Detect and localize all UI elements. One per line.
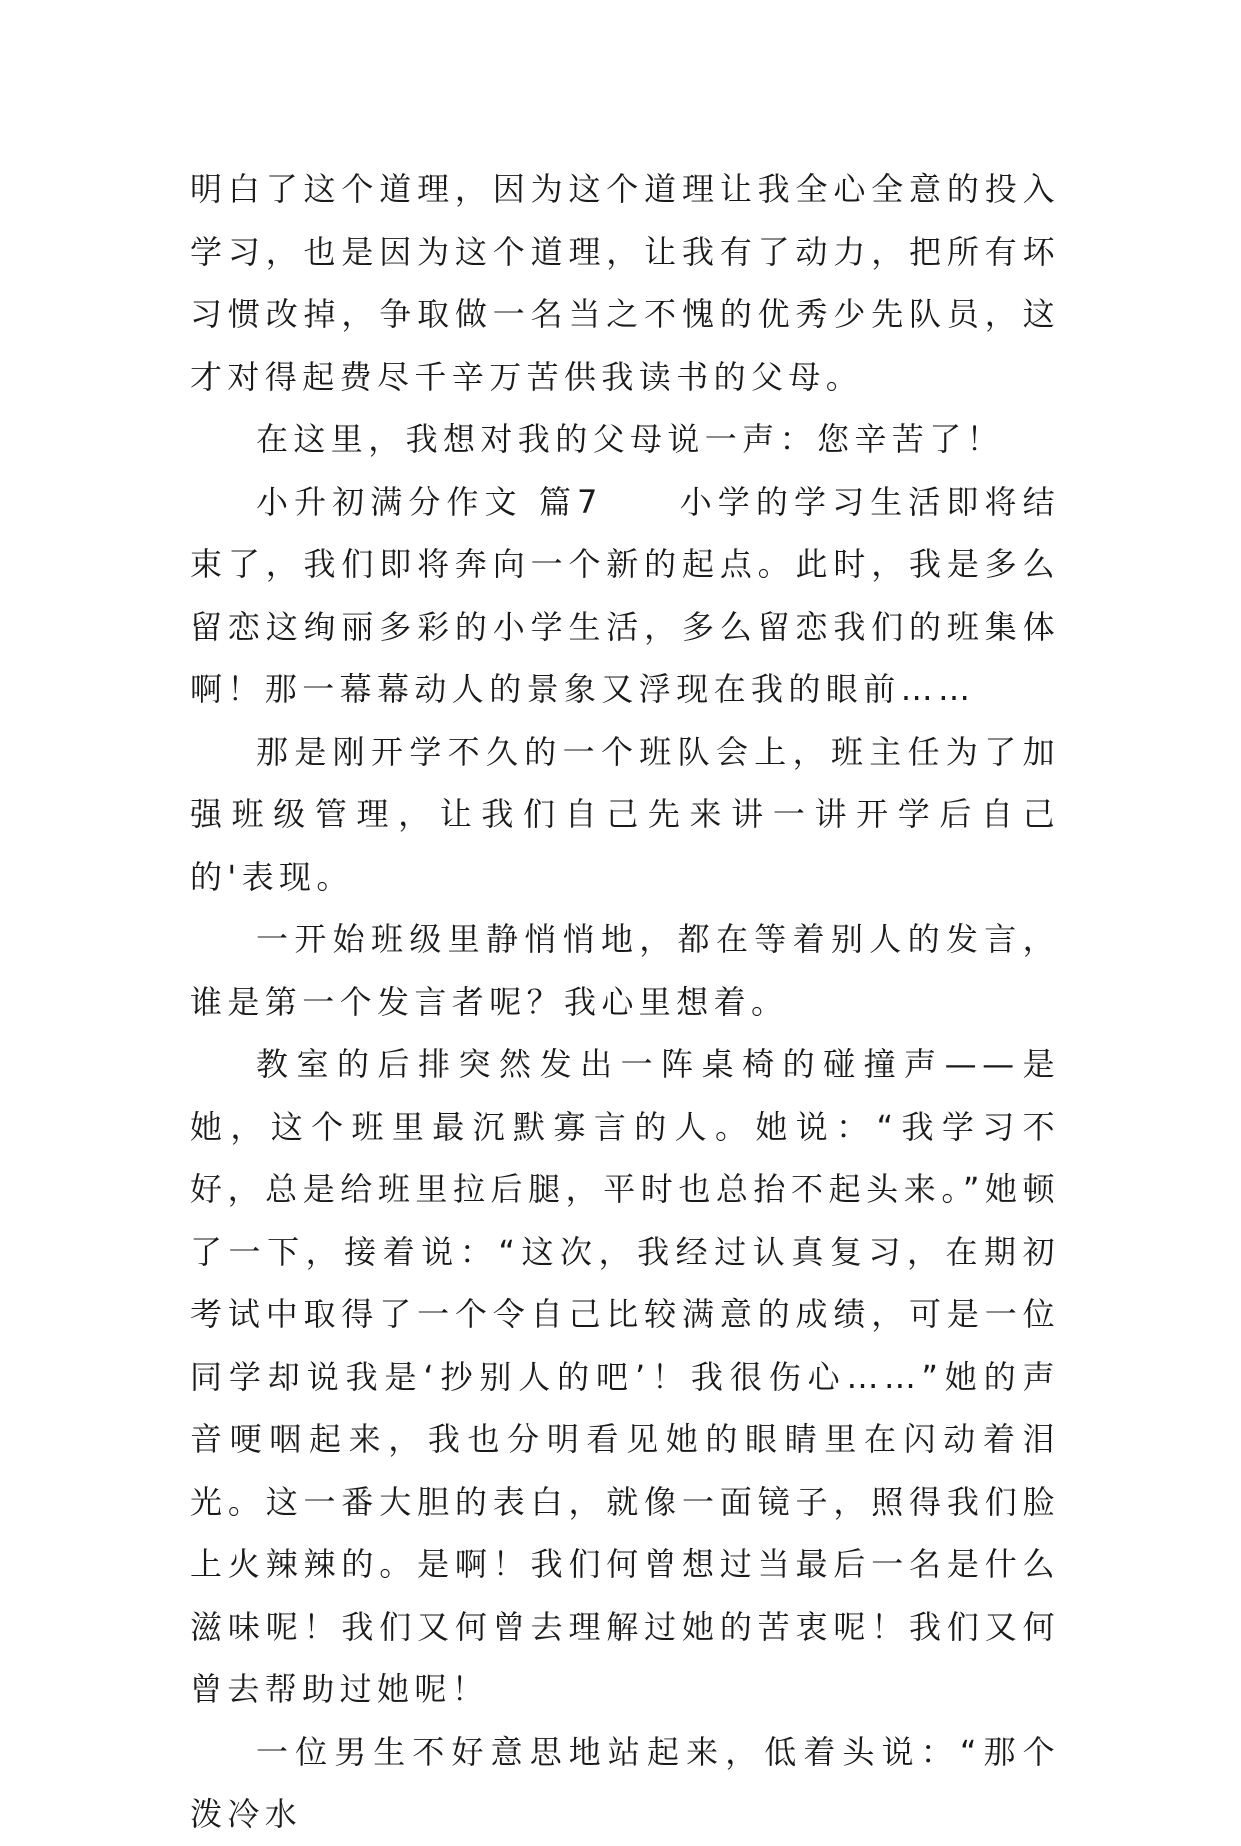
paragraph-continuation: 明白了这个道理，因为这个道理让我全心全意的投入学习，也是因为这个道理，让我有了动力，把所有坏习惯改掉，争取做一名当之不愧的优秀少先队员，这才对得起费尽千辛万苦供我读书的父母。	[190, 170, 1060, 396]
paragraph-boy-stands: 一位男生不好意思地站起来，低着头说：“那个泼冷水	[190, 1732, 1060, 1833]
paragraph-her-speech: 教室的后排突然发出一阵桌椅的碰撞声——是她，这个班里最沉默寡言的人。她说：“我学习不好，总是给班里拉后腿，平时也总抬不起头来。”她顿了一下，接着说：“这次，我经过认真复习，在期初考试中取得了一个令自己比较满意的成绩，可是一位同学却说我是‘抄别人的吧’！我很伤心……”她的声音哽咽起来，我也分明看见她的眼睛里在闪动着泪光。这一番大胆的表白，就像一面镜子，照得我们脸上火辣辣的。是啊！我们何曾想过当最后一名是什么滋味呢！我们又何曾去理解过她的苦衷呢！我们又何曾去帮助过她呢！	[190, 1045, 1060, 1708]
paragraph-thanks: 在这里，我想对我的父母说一声：您辛苦了！	[256, 420, 1005, 458]
document-body	[190, 158, 1060, 1846]
paragraph-class-meeting: 那是刚开学不久的一个班队会上，班主任为了加强班级管理，让我们自己先来讲一讲开学后自己的'表现。	[190, 732, 1060, 896]
paragraph-essay-7-intro: 小升初满分作文 篇7 小学的学习生活即将结束了，我们即将奔向一个新的起点。此时，我是多么留恋这绚丽多彩的小学生活，多么留恋我们的班集体啊！那一幕幕动人的景象又浮现在我的眼前……	[190, 482, 1060, 708]
paragraph-silence: 一开始班级里静悄悄地，都在等着别人的发言，谁是第一个发言者呢？我心里想着。	[190, 920, 1060, 1021]
